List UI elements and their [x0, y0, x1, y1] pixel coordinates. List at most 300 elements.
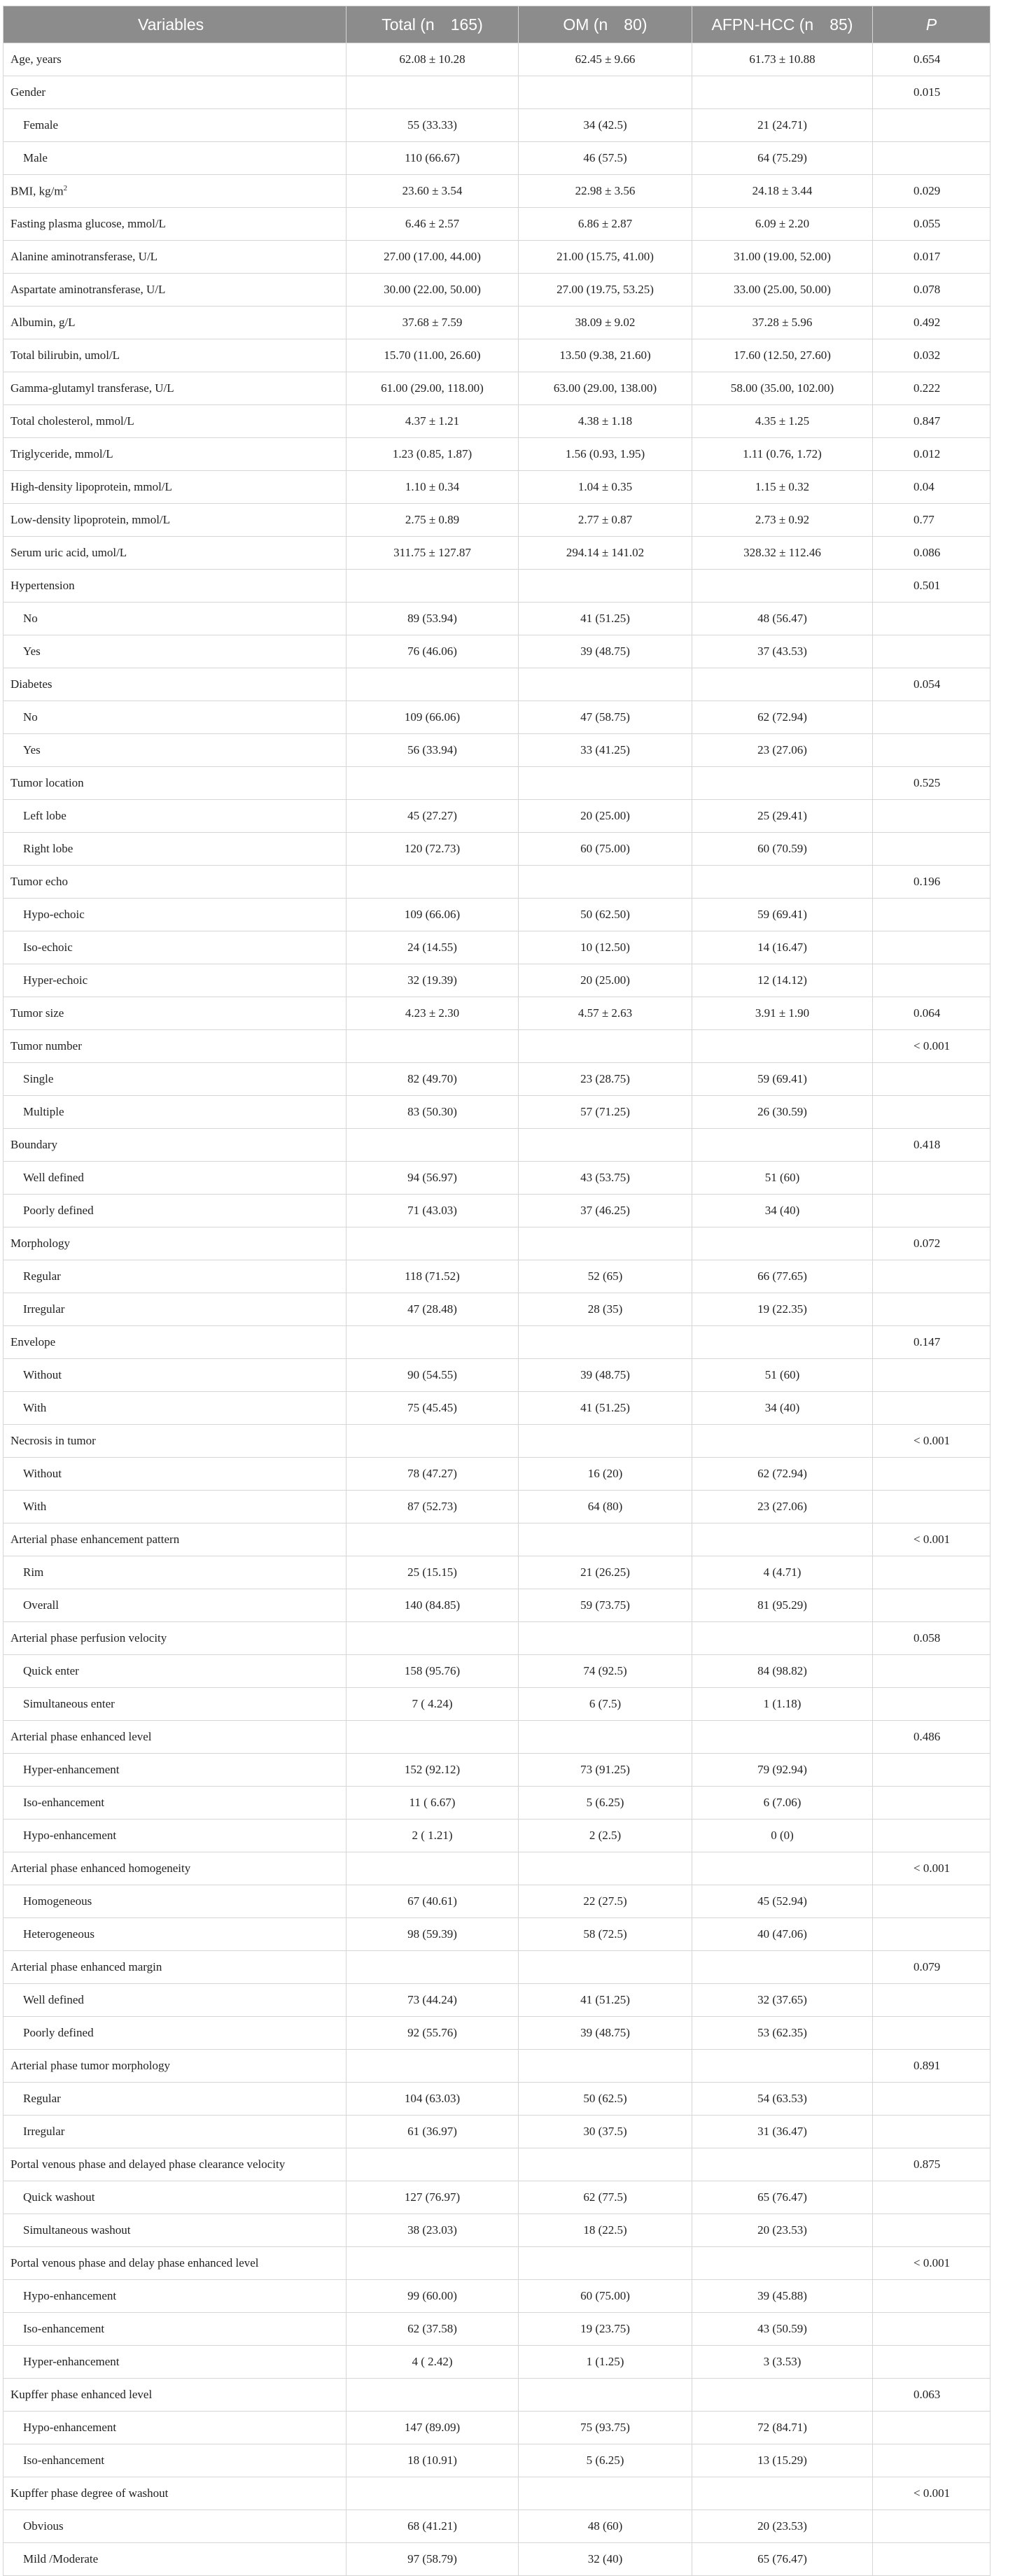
row-label: [4, 1721, 346, 1754]
cell-p-value-text: 0.032: [913, 349, 941, 362]
cell-total-text: 2 ( 1.21): [412, 1829, 453, 1842]
row-label-text: Gender: [10, 85, 46, 99]
cell-p-value: [873, 339, 990, 372]
cell-p-value: [873, 1885, 990, 1918]
cell-total: [346, 1721, 519, 1754]
cell-p-value: [873, 1326, 990, 1359]
cell-afpn-hcc: [692, 1425, 873, 1458]
cell-afpn-hcc-text: 23 (27.06): [757, 1500, 807, 1513]
cell-om-text: 18 (22.5): [583, 2223, 627, 2237]
cell-total: [346, 339, 519, 372]
row-label: [4, 405, 346, 438]
cell-om-text: 50 (62.5): [583, 2092, 627, 2105]
cell-p-value: [873, 2280, 990, 2313]
table-row: [4, 997, 990, 1030]
cell-p-value-text: 0.222: [913, 381, 941, 395]
cell-om-text: 62 (77.5): [583, 2190, 627, 2204]
header-total: Total (n 165): [346, 6, 519, 43]
table-row: [4, 2017, 990, 2050]
row-label-text: Morphology: [10, 1237, 70, 1250]
row-label-text: No: [23, 710, 38, 724]
cell-total-text: 15.70 (11.00, 26.60): [384, 349, 481, 362]
cell-p-value: [873, 2346, 990, 2379]
row-label-text: Poorly defined: [23, 2026, 94, 2039]
cell-afpn-hcc: [692, 1721, 873, 1754]
cell-total-text: 32 (19.39): [407, 973, 457, 987]
cell-afpn-hcc-text: 0 (0): [771, 1829, 794, 1842]
cell-afpn-hcc-text: 25 (29.41): [757, 809, 807, 822]
cell-afpn-hcc-text: 4 (4.71): [763, 1565, 802, 1579]
cell-om-text: 5 (6.25): [586, 1796, 624, 1809]
cell-p-value: [873, 1491, 990, 1523]
cell-afpn-hcc-text: 23 (27.06): [757, 743, 807, 756]
cell-afpn-hcc: [692, 1622, 873, 1655]
cell-om: [519, 2510, 692, 2543]
cell-p-value: [873, 1227, 990, 1260]
row-label-text: Total cholesterol, mmol/L: [10, 414, 134, 428]
cell-total-text: 11 ( 6.67): [409, 1796, 456, 1809]
row-label-text: Gamma-glutamyl transferase, U/L: [10, 381, 174, 395]
table-row: [4, 1688, 990, 1721]
cell-afpn-hcc-text: 1.15 ± 0.32: [755, 480, 810, 493]
cell-total: [346, 668, 519, 701]
cell-om: [519, 2412, 692, 2444]
cell-afpn-hcc: [692, 1227, 873, 1260]
cell-p-value: [873, 1359, 990, 1392]
cell-total-text: 61 (36.97): [407, 2125, 457, 2138]
row-label-text: Hyper-enhancement: [23, 1763, 120, 1776]
cell-afpn-hcc: [692, 1885, 873, 1918]
cell-afpn-hcc-text: 21 (24.71): [757, 118, 807, 132]
row-label-text: BMI, kg/m: [10, 184, 64, 198]
row-label: [4, 1885, 346, 1918]
row-label-text: Aspartate aminotransferase, U/L: [10, 283, 166, 296]
cell-total: [346, 931, 519, 964]
row-label-text: Albumin, g/L: [10, 316, 76, 329]
cell-total: [346, 2116, 519, 2148]
cell-total: [346, 2543, 519, 2576]
table-row: [4, 2477, 990, 2510]
cell-p-value: [873, 208, 990, 241]
table-row: [4, 1754, 990, 1787]
table-row: [4, 438, 990, 471]
header-variables: Variables: [4, 6, 346, 43]
cell-p-value-text: < 0.001: [913, 1861, 951, 1875]
cell-p-value: [873, 734, 990, 767]
row-label: [4, 1425, 346, 1458]
cell-afpn-hcc-text: 62 (72.94): [757, 1467, 807, 1480]
cell-om-text: 21 (26.25): [580, 1565, 630, 1579]
cell-om-text: 13.50 (9.38, 21.60): [559, 349, 651, 362]
header-om: OM (n 80): [519, 6, 692, 43]
row-label-text: Hypo-enhancement: [23, 1829, 117, 1842]
cell-total-text: 109 (66.06): [404, 710, 461, 724]
cell-p-value: [873, 2017, 990, 2050]
cell-om: [519, 2543, 692, 2576]
row-label: [4, 997, 346, 1030]
table-row: [4, 931, 990, 964]
row-label: [4, 1030, 346, 1063]
cell-afpn-hcc: [692, 438, 873, 471]
row-label-text: Envelope: [10, 1335, 56, 1349]
row-label: [4, 43, 346, 76]
cell-om: [519, 2379, 692, 2412]
cell-total: [346, 1918, 519, 1951]
row-label: [4, 2083, 346, 2116]
cell-om: [519, 1885, 692, 1918]
cell-om: [519, 1063, 692, 1096]
table-row: [4, 1425, 990, 1458]
table-row: [4, 142, 990, 175]
row-label-text: Without: [23, 1467, 62, 1480]
row-label: [4, 2280, 346, 2313]
cell-om: [519, 142, 692, 175]
cell-om: [519, 504, 692, 537]
row-label: [4, 1326, 346, 1359]
row-label: [4, 1589, 346, 1622]
cell-om: [519, 241, 692, 274]
cell-total: [346, 1787, 519, 1820]
cell-p-value-text: 0.012: [913, 447, 941, 460]
cell-p-value: [873, 274, 990, 307]
row-label-text: Arterial phase enhancement pattern: [10, 1533, 180, 1546]
table-row: [4, 964, 990, 997]
row-label-text: Iso-enhancement: [23, 1796, 105, 1809]
table-row: [4, 701, 990, 734]
cell-om: [519, 1787, 692, 1820]
cell-om: [519, 1820, 692, 1852]
row-label: [4, 2477, 346, 2510]
row-label-text: Kupffer phase degree of washout: [10, 2486, 169, 2500]
table-row: [4, 43, 990, 76]
cell-om-text: 47 (58.75): [580, 710, 630, 724]
row-label: [4, 1392, 346, 1425]
cell-total: [346, 1885, 519, 1918]
cell-afpn-hcc: [692, 603, 873, 635]
cell-om-text: 60 (75.00): [580, 2289, 630, 2302]
cell-total: [346, 833, 519, 866]
row-label-text: Serum uric acid, umol/L: [10, 546, 127, 559]
cell-p-value-text: 0.875: [913, 2158, 941, 2171]
cell-p-value: [873, 2181, 990, 2214]
cell-p-value: [873, 1425, 990, 1458]
cell-om: [519, 1655, 692, 1688]
table-row: [4, 1030, 990, 1063]
cell-om-text: 38.09 ± 9.02: [575, 316, 636, 329]
cell-total: [346, 2148, 519, 2181]
row-label: [4, 1984, 346, 2017]
table-row: [4, 1491, 990, 1523]
cell-total: [346, 1129, 519, 1162]
table-row: [4, 2050, 990, 2083]
cell-afpn-hcc-text: 31 (36.47): [757, 2125, 807, 2138]
cell-om: [519, 1852, 692, 1885]
cell-total-text: 62 (37.58): [407, 2322, 457, 2335]
cell-total: [346, 307, 519, 339]
cell-total: [346, 1063, 519, 1096]
cell-om-text: 74 (92.5): [583, 1664, 627, 1677]
row-label: [4, 1622, 346, 1655]
table-row: [4, 1852, 990, 1885]
row-label-text: Tumor location: [10, 776, 84, 789]
row-label-text: Rim: [23, 1565, 44, 1579]
cell-om-text: 41 (51.25): [580, 1401, 630, 1414]
cell-om: [519, 1260, 692, 1293]
row-label: [4, 2346, 346, 2379]
row-label: [4, 2313, 346, 2346]
cell-afpn-hcc: [692, 405, 873, 438]
cell-p-value: [873, 2247, 990, 2280]
cell-om-text: 64 (80): [587, 1500, 623, 1513]
cell-om: [519, 43, 692, 76]
cell-total-text: 89 (53.94): [407, 612, 457, 625]
cell-total-text: 127 (76.97): [404, 2190, 461, 2204]
cell-om: [519, 701, 692, 734]
table-row: [4, 603, 990, 635]
table-row: [4, 2543, 990, 2576]
cell-om-text: 22 (27.5): [583, 1894, 627, 1908]
cell-afpn-hcc: [692, 701, 873, 734]
table-row: [4, 1195, 990, 1227]
cell-total-text: 30.00 (22.00, 50.00): [384, 283, 481, 296]
cell-om-text: 46 (57.5): [583, 151, 627, 164]
cell-om: [519, 570, 692, 603]
cell-total: [346, 537, 519, 570]
cell-om-text: 33 (41.25): [580, 743, 630, 756]
cell-afpn-hcc-text: 51 (60): [764, 1171, 800, 1184]
row-label-text: Female: [23, 118, 59, 132]
cell-total: [346, 1392, 519, 1425]
cell-p-value: [873, 866, 990, 899]
cell-om: [519, 307, 692, 339]
cell-total-text: 98 (59.39): [407, 1927, 457, 1941]
cell-om-text: 39 (48.75): [580, 645, 630, 658]
cell-om: [519, 1951, 692, 1984]
table-row: [4, 339, 990, 372]
cell-afpn-hcc: [692, 1326, 873, 1359]
cell-total: [346, 1359, 519, 1392]
row-label-text: With: [23, 1500, 47, 1513]
cell-om-text: 10 (12.50): [580, 941, 630, 954]
cell-om: [519, 1688, 692, 1721]
row-label: [4, 2543, 346, 2576]
cell-afpn-hcc: [692, 339, 873, 372]
cell-afpn-hcc: [692, 2510, 873, 2543]
cell-afpn-hcc: [692, 537, 873, 570]
cell-afpn-hcc: [692, 2083, 873, 2116]
cell-total: [346, 1951, 519, 1984]
row-label: [4, 701, 346, 734]
cell-afpn-hcc: [692, 899, 873, 931]
cell-total-text: 90 (54.55): [407, 1368, 457, 1381]
cell-p-value: [873, 1655, 990, 1688]
cell-p-value-text: 0.015: [913, 85, 941, 99]
cell-afpn-hcc: [692, 1195, 873, 1227]
cell-total: [346, 1227, 519, 1260]
row-label: [4, 1754, 346, 1787]
cell-afpn-hcc-text: 65 (76.47): [757, 2190, 807, 2204]
table-row: [4, 1293, 990, 1326]
cell-om: [519, 800, 692, 833]
row-label: [4, 1260, 346, 1293]
table-row: [4, 471, 990, 504]
cell-om: [519, 2444, 692, 2477]
cell-afpn-hcc: [692, 1951, 873, 1984]
cell-p-value-text: < 0.001: [913, 1533, 951, 1546]
table-row: [4, 109, 990, 142]
cell-afpn-hcc: [692, 2313, 873, 2346]
cell-om: [519, 1195, 692, 1227]
cell-om: [519, 1030, 692, 1063]
row-label-text: Irregular: [23, 2125, 65, 2138]
row-label-text: Triglyceride, mmol/L: [10, 447, 113, 460]
cell-om: [519, 1425, 692, 1458]
cell-om: [519, 2214, 692, 2247]
cell-afpn-hcc-text: 51 (60): [764, 1368, 800, 1381]
cell-afpn-hcc: [692, 471, 873, 504]
cell-p-value-text: 0.847: [913, 414, 941, 428]
table-row: [4, 2313, 990, 2346]
cell-afpn-hcc-text: 2.73 ± 0.92: [755, 513, 810, 526]
cell-total-text: 147 (89.09): [404, 2421, 461, 2434]
cell-p-value: [873, 767, 990, 800]
row-label-text: Right lobe: [23, 842, 74, 855]
row-label-text: Age, years: [10, 52, 62, 66]
cell-afpn-hcc: [692, 2181, 873, 2214]
row-label: [4, 767, 346, 800]
cell-total-text: 104 (63.03): [404, 2092, 461, 2105]
cell-afpn-hcc: [692, 2346, 873, 2379]
row-label-text: Quick enter: [23, 1664, 79, 1677]
cell-total: [346, 109, 519, 142]
cell-p-value-text: 0.501: [913, 579, 941, 592]
row-label-text: Left lobe: [23, 809, 66, 822]
cell-afpn-hcc: [692, 635, 873, 668]
cell-om-text: 16 (20): [587, 1467, 623, 1480]
cell-p-value: [873, 1589, 990, 1622]
row-label: [4, 1918, 346, 1951]
cell-p-value-text: < 0.001: [913, 1039, 951, 1053]
cell-p-value: [873, 372, 990, 405]
cell-om-text: 41 (51.25): [580, 1993, 630, 2006]
cell-afpn-hcc-text: 39 (45.88): [757, 2289, 807, 2302]
cell-om: [519, 109, 692, 142]
cell-afpn-hcc: [692, 2379, 873, 2412]
row-label: [4, 2412, 346, 2444]
cell-afpn-hcc-text: 3 (3.53): [763, 2355, 802, 2368]
row-label: [4, 1458, 346, 1491]
cell-afpn-hcc-text: 43 (50.59): [757, 2322, 807, 2335]
cell-total-text: 109 (66.06): [404, 908, 461, 921]
row-label: [4, 274, 346, 307]
cell-afpn-hcc: [692, 2214, 873, 2247]
cell-p-value-text: 0.492: [913, 316, 941, 329]
cell-total-text: 118 (71.52): [405, 1269, 460, 1283]
cell-afpn-hcc: [692, 997, 873, 1030]
row-label-text: Male: [23, 151, 48, 164]
table-row: [4, 767, 990, 800]
table-row: [4, 635, 990, 668]
row-label-text: Hyper-echoic: [23, 973, 88, 987]
cell-p-value: [873, 1622, 990, 1655]
cell-afpn-hcc-text: 66 (77.65): [757, 1269, 807, 1283]
table-row: [4, 372, 990, 405]
row-label-text: Hypo-echoic: [23, 908, 85, 921]
cell-afpn-hcc: [692, 1523, 873, 1556]
row-label: [4, 208, 346, 241]
cell-om-text: 21.00 (15.75, 41.00): [556, 250, 654, 263]
cell-p-value-text: 0.063: [913, 2388, 941, 2401]
cell-total-text: 45 (27.27): [407, 809, 457, 822]
cell-total: [346, 2477, 519, 2510]
cell-total: [346, 1523, 519, 1556]
table-row: [4, 1655, 990, 1688]
table-row: [4, 1984, 990, 2017]
table-row: [4, 570, 990, 603]
cell-p-value: [873, 1556, 990, 1589]
row-label: [4, 175, 346, 208]
row-label: [4, 1491, 346, 1523]
row-label: [4, 1096, 346, 1129]
row-label: [4, 1162, 346, 1195]
cell-afpn-hcc-text: 6.09 ± 2.20: [755, 217, 810, 230]
cell-total: [346, 1556, 519, 1589]
row-label-text: Well defined: [23, 1993, 84, 2006]
row-label-text: Regular: [23, 2092, 61, 2105]
row-label-text: Iso-echoic: [23, 941, 73, 954]
cell-p-value-text: 0.064: [913, 1006, 941, 1020]
cell-p-value-text: 0.654: [913, 52, 941, 66]
row-label: [4, 2148, 346, 2181]
cell-total-text: 152 (92.12): [404, 1763, 461, 1776]
cell-om-text: 1.56 (0.93, 1.95): [565, 447, 645, 460]
cell-om-text: 6.86 ± 2.87: [578, 217, 633, 230]
cell-p-value: [873, 438, 990, 471]
cell-om: [519, 1491, 692, 1523]
cell-total-text: 37.68 ± 7.59: [402, 316, 463, 329]
cell-p-value: [873, 997, 990, 1030]
cell-total: [346, 635, 519, 668]
table-row: [4, 2444, 990, 2477]
cell-total-text: 99 (60.00): [407, 2289, 457, 2302]
cell-om: [519, 899, 692, 931]
cell-om: [519, 1096, 692, 1129]
cell-afpn-hcc: [692, 833, 873, 866]
cell-p-value: [873, 241, 990, 274]
cell-afpn-hcc-text: 48 (56.47): [757, 612, 807, 625]
cell-total: [346, 603, 519, 635]
cell-afpn-hcc: [692, 1556, 873, 1589]
cell-total: [346, 274, 519, 307]
cell-afpn-hcc: [692, 1918, 873, 1951]
cell-om-text: 50 (62.50): [580, 908, 630, 921]
row-label: [4, 471, 346, 504]
cell-p-value-text: 0.486: [913, 1730, 941, 1743]
cell-p-value-text: 0.017: [913, 250, 941, 263]
cell-afpn-hcc: [692, 1787, 873, 1820]
row-label-text: Overall: [23, 1598, 59, 1612]
cell-p-value: [873, 1063, 990, 1096]
row-label-text: Simultaneous enter: [23, 1697, 115, 1710]
cell-total: [346, 899, 519, 931]
cell-p-value: [873, 1293, 990, 1326]
row-label-text: Without: [23, 1368, 62, 1381]
table-row: [4, 2510, 990, 2543]
cell-afpn-hcc: [692, 866, 873, 899]
cell-om-text: 43 (53.75): [580, 1171, 630, 1184]
cell-afpn-hcc-text: 3.91 ± 1.90: [755, 1006, 810, 1020]
cell-om: [519, 1523, 692, 1556]
